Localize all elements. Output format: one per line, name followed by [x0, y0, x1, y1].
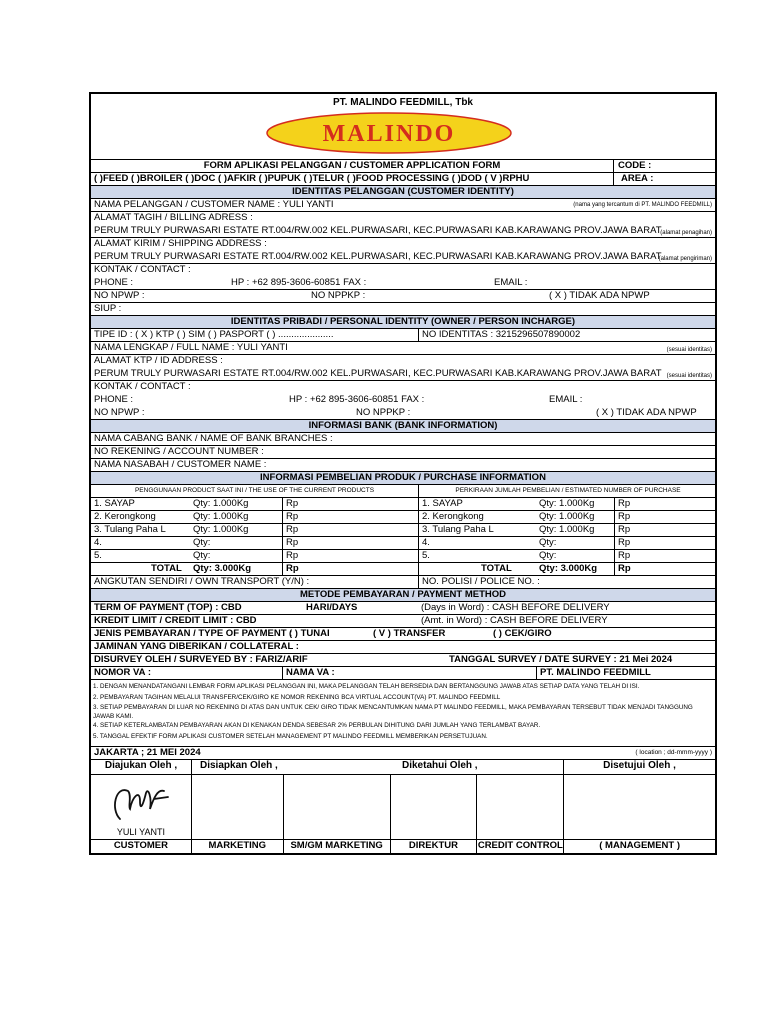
role-sm-gm-marketing: SM/GM MARKETING	[284, 840, 391, 853]
note-3: 3. SETIAP PEMBAYARAN DI LUAR NO REKENING DI ATAS DAN UNTUK CEK/ GIRO TIDAK MENCANTUMKAN NAMA PT MALINDO FEEDMILL, MAKA PEMBAYARAN TERSEBUT TIDAK MENJADI TANGGUNG JAWAB KAMI.	[93, 704, 693, 720]
total-rp-left: Rp	[286, 563, 299, 574]
customer-identity-header: IDENTITAS PELANGGAN (CUSTOMER IDENTITY)	[91, 186, 715, 199]
product-categories: ( )FEED ( )BROILER ( )DOC ( )AFKIR ( )PUPUK ( )TELUR ( )FOOD PROCESSING ( )DOD ( V )RPHU	[94, 173, 530, 184]
signature-roles	[91, 840, 715, 853]
billing-note: (alamat penagihan)	[660, 230, 712, 236]
siup-label: SIUP :	[94, 303, 122, 314]
full-name-row	[91, 342, 715, 355]
no-npwp-checkbox: ( X ) TIDAK ADA NPWP	[549, 290, 650, 301]
purchase-total-row	[91, 563, 715, 576]
npwp-label: NO NPWP :	[94, 290, 145, 301]
billing-address: PERUM TRULY PURWASARI ESTATE RT.004/RW.002 KEL.PURWASARI, KEC.PURWASARI KAB.KARAWANG PROV.JAWA BARAT	[94, 225, 662, 236]
id-address-label: ALAMAT KTP / ID ADDRESS :	[94, 355, 223, 366]
diajukan-oleh: Diajukan Oleh ,	[91, 760, 192, 774]
transport-row	[91, 576, 715, 589]
current-item: 5.	[94, 550, 102, 561]
current-rp: Rp	[286, 498, 299, 509]
estimated-qty: Qty:	[539, 537, 557, 548]
siup-row	[91, 303, 715, 316]
current-qty: Qty: 1.000Kg	[193, 524, 249, 535]
own-transport: ANGKUTAN SENDIRI / OWN TRANSPORT (Y/N) :	[94, 576, 310, 587]
estimated-qty: Qty: 1.000Kg	[539, 524, 595, 535]
personal-contact-label: KONTAK / CONTACT :	[94, 381, 191, 392]
days-in-word: (Days in Word) : CASH BEFORE DELIVERY	[421, 602, 610, 613]
personal-npwp-row	[91, 407, 715, 420]
estimated-rp: Rp	[618, 511, 631, 522]
current-item: 2. Kerongkong	[94, 511, 156, 522]
company-name: PT. MALINDO FEEDMILL, Tbk	[333, 97, 473, 108]
contact-row	[91, 264, 715, 277]
id-address-row	[91, 368, 715, 381]
purchase-header: INFORMASI PEMBELIAN PRODUK / PURCHASE INFORMATION	[91, 472, 715, 485]
current-qty: Qty: 1.000Kg	[193, 498, 249, 509]
note-4: 4. SETIAP KETERLAMBATAN PEMBAYARAN AKAN DI KENAKAN DENDA SEBESAR 2% PERBULAN DIHITUNG DARI JUMLAH YANG TERLAMBAT BAYAR.	[93, 722, 541, 729]
personal-hp-fax: HP : +62 895-3606-60851 FAX :	[289, 394, 425, 405]
form-header	[91, 94, 715, 160]
estimated-rp: Rp	[618, 550, 631, 561]
signature-boxes	[91, 775, 715, 840]
purchase-row	[91, 511, 715, 524]
estimated-rp: Rp	[618, 524, 631, 535]
credit-control-signature-box	[477, 775, 564, 839]
term-of-payment: TERM OF PAYMENT (TOP) : CBD	[94, 602, 242, 613]
total-label-left: TOTAL	[151, 563, 182, 574]
email-label: EMAIL :	[494, 277, 528, 288]
location-hint: ( location ; dd-mmm-yyyy )	[635, 749, 712, 756]
current-use-header: PENGGUNAAN PRODUCT SAAT INI / THE USE OF THE CURRENT PRODUCTS	[134, 487, 375, 494]
contact-label: KONTAK / CONTACT :	[94, 264, 191, 275]
total-rp-right: Rp	[618, 563, 631, 574]
collateral-row	[91, 641, 715, 654]
id-address: PERUM TRULY PURWASARI ESTATE RT.004/RW.002 KEL.PURWASARI, KEC.PURWASARI KAB.KARAWANG PROV.JAWA BARAT	[94, 368, 662, 379]
svg-text:MALINDO: MALINDO	[322, 121, 456, 147]
note-2: 2. PEMBAYARAN TAGIHAN MELALUI TRANSFER/CEK/GIRO KE NOMOR REKENING BCA VIRTUAL ACCOUNT(VA) PT. MALINDO FEEDMILL	[93, 693, 501, 701]
payment-header: METODE PEMBAYARAN / PAYMENT METHOD	[91, 589, 715, 602]
current-qty: Qty:	[193, 537, 211, 548]
id-address-label-row	[91, 355, 715, 368]
malindo-logo	[264, 110, 514, 156]
phone-row	[91, 277, 715, 290]
cek-giro-option: ( ) CEK/GIRO	[493, 628, 552, 639]
estimated-purchase-header: PERKIRAAN JUMLAH PEMBELIAN / ESTIMATED NUMBER OF PURCHASE	[455, 487, 681, 494]
categories-row	[91, 173, 715, 186]
personal-npwp-label: NO NPWP :	[94, 407, 145, 418]
account-holder-row	[91, 459, 715, 472]
hp-fax: HP : +62 895-3606-60851 FAX :	[231, 277, 367, 288]
purchase-row	[91, 524, 715, 537]
role-direktur: DIREKTUR	[391, 840, 478, 853]
va-row	[91, 667, 715, 680]
current-item: 4.	[94, 537, 102, 548]
full-name-note: (sesuai identitas)	[666, 347, 712, 353]
collateral: JAMINAN YANG DIBERIKAN / COLLATERAL :	[94, 641, 299, 652]
payment-type-label: JENIS PEMBAYARAN / TYPE OF PAYMENT :	[94, 628, 293, 639]
total-qty-left: Qty: 3.000Kg	[193, 563, 252, 574]
bank-branch-row	[91, 433, 715, 446]
estimated-qty: Qty:	[539, 550, 557, 561]
area-label: AREA :	[621, 173, 654, 184]
form-title-row	[91, 160, 715, 173]
customer-application-form	[89, 92, 717, 855]
note-1: 1. DENGAN MENANDATANGANI LEMBAR FORM APLIKASI PELANGGAN INI, MAKA PELANGGAN TELAH BERSEDIA DAN BERTANGGUNG JAWAB ATAS SETIAP DATA YANG TELAH DI ISI.	[93, 683, 640, 690]
marketing-signature-box	[192, 775, 284, 839]
current-item: 3. Tulang Paha L	[94, 524, 166, 535]
payment-type-row	[91, 628, 715, 641]
npwp-row	[91, 290, 715, 303]
total-label-right: TOTAL	[481, 563, 512, 574]
personal-email-label: EMAIL :	[549, 394, 583, 405]
purchase-row	[91, 537, 715, 550]
shipping-label-row	[91, 238, 715, 251]
role-customer: CUSTOMER	[91, 840, 192, 853]
purchase-row	[91, 498, 715, 511]
disiapkan-oleh: Disiapkan Oleh ,	[200, 760, 278, 771]
top-row	[91, 602, 715, 615]
estimated-item: 5.	[422, 550, 430, 561]
amount-in-word: (Amt. in Word) : CASH BEFORE DELIVERY	[421, 615, 608, 626]
bank-header: INFORMASI BANK (BANK INFORMATION)	[91, 420, 715, 433]
phone-label: PHONE :	[94, 277, 134, 288]
customer-name-row	[91, 199, 715, 212]
estimated-rp: Rp	[618, 537, 631, 548]
estimated-qty: Qty: 1.000Kg	[539, 511, 595, 522]
current-rp: Rp	[286, 524, 299, 535]
id-address-note: (sesuai identitas)	[666, 373, 712, 379]
credit-limit-row	[91, 615, 715, 628]
shipping-address-row	[91, 251, 715, 264]
shipping-address: PERUM TRULY PURWASARI ESTATE RT.004/RW.002 KEL.PURWASARI, KEC.PURWASARI KAB.KARAWANG PROV.JAWA BARAT	[94, 251, 662, 262]
va-name: NAMA VA :	[286, 667, 335, 678]
estimated-item: 1. SAYAP	[422, 498, 463, 509]
shipping-note: (alamat pengiriman)	[658, 256, 712, 262]
survey-date: TANGGAL SURVEY / DATE SURVEY : 21 Mei 2024	[449, 654, 673, 665]
account-number-row	[91, 446, 715, 459]
id-type-row	[91, 329, 715, 342]
billing-label-row	[91, 212, 715, 225]
role-marketing: MARKETING	[192, 840, 284, 853]
personal-phone-row	[91, 394, 715, 407]
police-number: NO. POLISI / POLICE NO. :	[422, 576, 540, 587]
estimated-rp: Rp	[618, 498, 631, 509]
tunai-option: ( ) TUNAI	[289, 628, 330, 639]
disetujui-oleh: Disetujui Oleh ,	[603, 760, 676, 771]
purchase-row	[91, 550, 715, 563]
id-number: NO IDENTITAS : 3215296507890002	[422, 329, 581, 340]
location-date-row	[91, 747, 715, 760]
current-item: 1. SAYAP	[94, 498, 135, 509]
terms-notes	[91, 680, 715, 747]
survey-row	[91, 654, 715, 667]
full-name: NAMA LENGKAP / FULL NAME : YULI YANTI	[94, 342, 288, 353]
direktur-signature-box	[391, 775, 478, 839]
role-management: ( MANAGEMENT )	[599, 840, 680, 851]
customer-name: NAMA PELANGGAN / CUSTOMER NAME : YULI YANTI	[94, 199, 334, 210]
account-number: NO REKENING / ACCOUNT NUMBER :	[94, 446, 264, 457]
transfer-option: ( V ) TRANSFER	[373, 628, 446, 639]
estimated-item: 4.	[422, 537, 430, 548]
personal-phone-label: PHONE :	[94, 394, 134, 405]
customer-signature-box	[91, 775, 192, 839]
current-rp: Rp	[286, 511, 299, 522]
va-number: NOMOR VA :	[94, 667, 151, 678]
nppkp-label: NO NPPKP :	[311, 290, 366, 301]
personal-no-npwp-checkbox: ( X ) TIDAK ADA NPWP	[596, 407, 697, 418]
va-company: PT. MALINDO FEEDMILL	[540, 667, 651, 678]
current-rp: Rp	[286, 550, 299, 561]
note-5: 5. TANGGAL EFEKTIF FORM APLIKASI CUSTOMER SETELAH MANAGEMENT PT MALINDO FEEDMILL MEMBERIKAN PERSETUJUAN.	[93, 732, 488, 740]
role-credit-control: CREDIT CONTROL	[477, 840, 563, 851]
account-holder: NAMA NASABAH / CUSTOMER NAME :	[94, 459, 267, 470]
current-qty: Qty: 1.000Kg	[193, 511, 249, 522]
credit-limit: KREDIT LIMIT / CREDIT LIMIT : CBD	[94, 615, 257, 626]
id-type: TIPE ID : ( X ) KTP ( ) SIM ( ) PASPORT ( ) .....................	[94, 329, 334, 340]
estimated-item: 3. Tulang Paha L	[422, 524, 494, 535]
personal-contact-row	[91, 381, 715, 394]
code-label: CODE :	[618, 160, 652, 171]
signer-name: YULI YANTI	[116, 827, 166, 837]
disiapkan-diketahui	[192, 760, 564, 774]
billing-address-row	[91, 225, 715, 238]
location-date: JAKARTA ; 21 MEI 2024	[94, 747, 201, 758]
current-rp: Rp	[286, 537, 299, 548]
customer-name-note: (nama yang tercantum di PT. MALINDO FEEDMILL)	[573, 202, 712, 208]
billing-label: ALAMAT TAGIH / BILLING ADRESS :	[94, 212, 253, 223]
management-signature-box	[564, 775, 715, 839]
customer-signature-mark	[106, 779, 176, 825]
total-qty-right: Qty: 3.000Kg	[539, 563, 598, 574]
purchase-subheader-row	[91, 485, 715, 498]
sm-gm-signature-box	[284, 775, 391, 839]
surveyed-by: DISURVEY OLEH / SURVEYED BY : FARIZ/ARIF	[94, 654, 308, 665]
signature-heading	[91, 760, 715, 775]
diketahui-oleh: Diketahui Oleh ,	[402, 760, 478, 771]
shipping-label: ALAMAT KIRIM / SHIPPING ADDRESS :	[94, 238, 267, 249]
estimated-item: 2. Kerongkong	[422, 511, 484, 522]
current-qty: Qty:	[193, 550, 211, 561]
estimated-qty: Qty: 1.000Kg	[539, 498, 595, 509]
purchase-rows	[91, 498, 715, 563]
personal-identity-header: IDENTITAS PRIBADI / PERSONAL IDENTITY (OWNER / PERSON INCHARGE)	[91, 316, 715, 329]
hari-days: HARI/DAYS	[306, 602, 358, 613]
form-title: FORM APLIKASI PELANGGAN / CUSTOMER APPLICATION FORM	[203, 160, 501, 171]
personal-nppkp-label: NO NPPKP :	[356, 407, 411, 418]
bank-branch: NAMA CABANG BANK / NAME OF BANK BRANCHES :	[94, 433, 333, 444]
